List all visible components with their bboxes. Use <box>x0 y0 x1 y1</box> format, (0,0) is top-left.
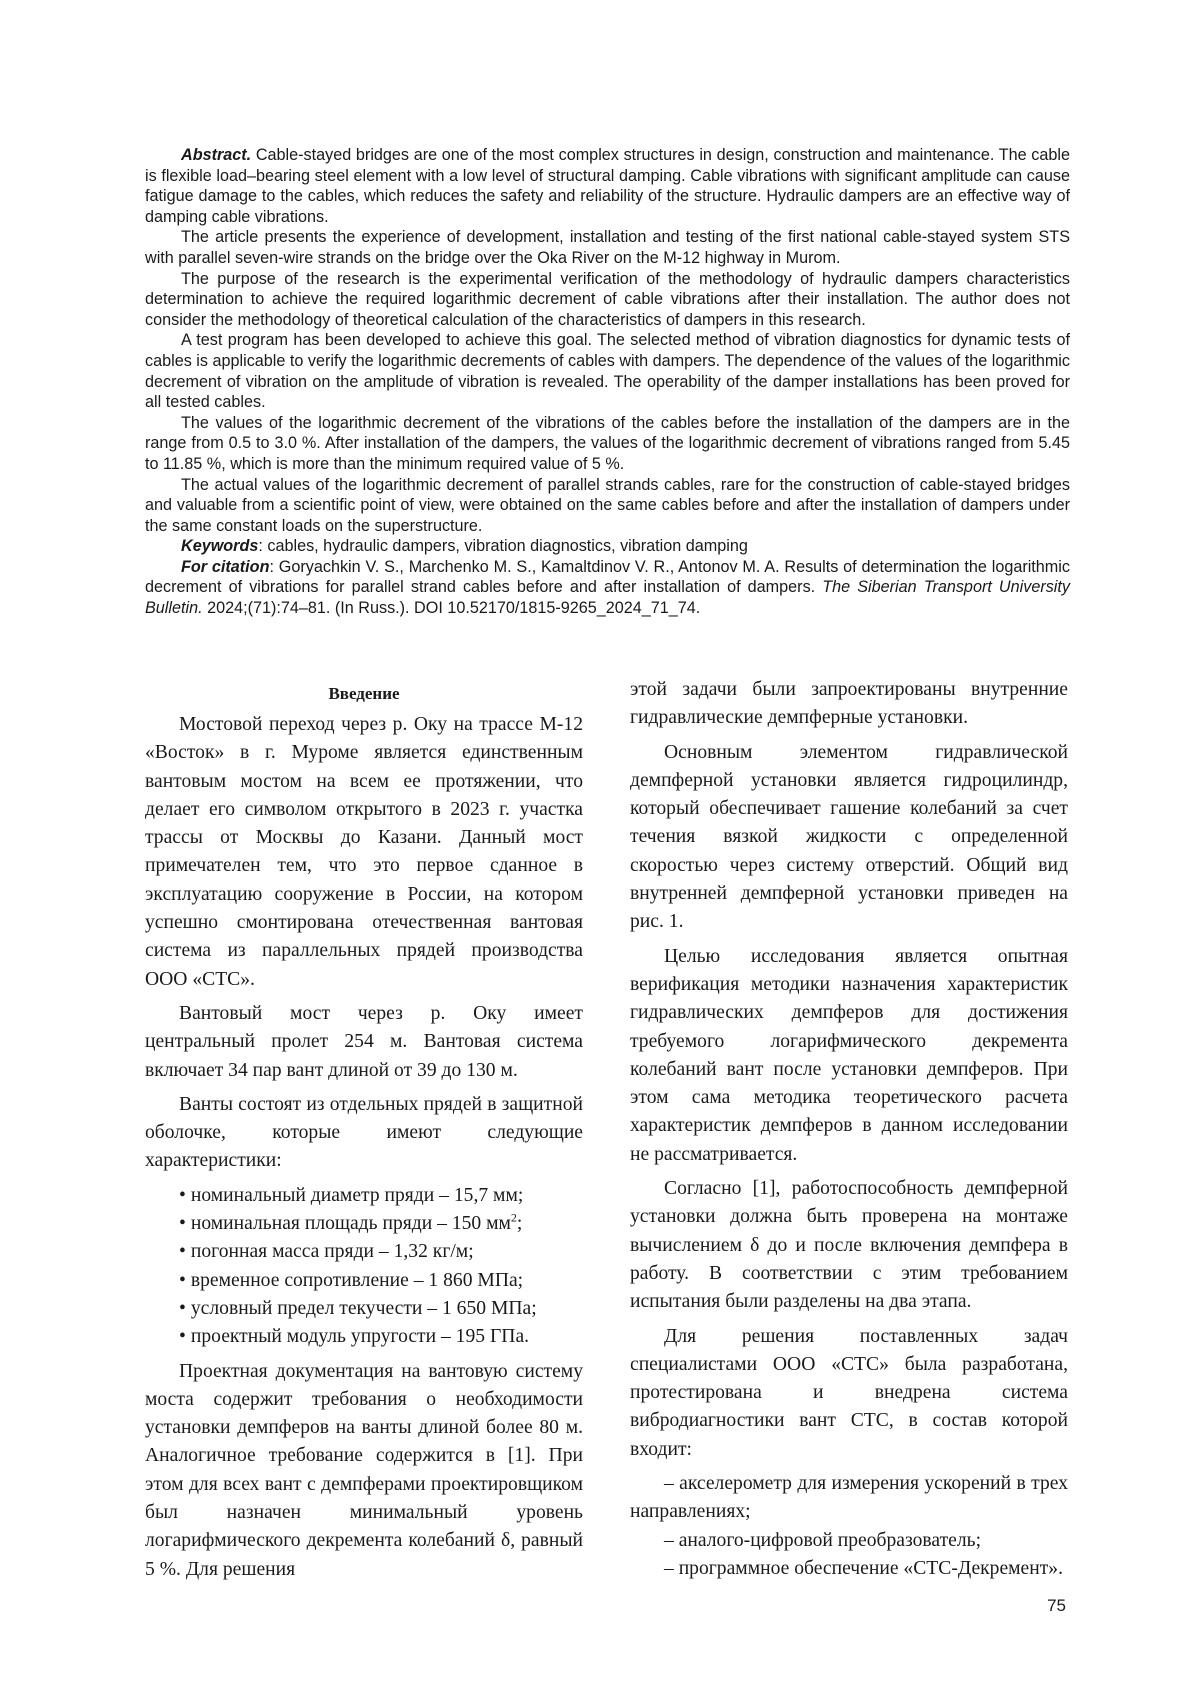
right-column <box>630 676 1068 1583</box>
list-item: – акселерометр для измерения ускорений в трех направлениях; <box>630 1473 1068 1523</box>
keywords <box>145 536 1070 557</box>
citation-text: : Goryachkin V. S., Marchenko M. S., Kamaltdinov V. R., Antonov M. A. Results of determination the logarithmic decrement of vibrations for parallel strand cables before and after installation of dampers. <box>145 557 1070 597</box>
left-column <box>145 683 583 1590</box>
abstract-label: Abstract. <box>181 146 252 164</box>
characteristics-list <box>145 1182 583 1352</box>
abstract-paragraph: The article presents the experience of development, installation and testing of the first national cable-stayed system STS with parallel seven-wire strands on the bridge over the Oka River on the M-12 highway in Murom. <box>145 228 1070 267</box>
citation-tail: 2024;(71):74–81. (In Russ.). DOI 10.52170/1815-9265_2024_71_74. <box>202 599 701 618</box>
list-item: • погонная масса пряди – 1,32 кг/м; <box>179 1241 474 1263</box>
body-paragraph: Целью исследования является опытная верификация методики назначения характеристик гидравлических демпферов для достижения требуемого логарифмического декремента колебаний вант после установки демпферов. При этом сама методика теоретического расчета характеристик демпферов в данном исследовании не рассматривается. <box>630 945 1068 1165</box>
list-item: • временное сопротивление – 1 860 МПа; <box>179 1269 524 1291</box>
citation <box>145 557 1070 619</box>
citation-label: For citation <box>181 557 270 576</box>
body-paragraph: Мостовой переход через р. Оку на трассе М-12 «Восток» в г. Муроме является единственным вантовым мостом на всем ее протяжении, что делает его символом открытого в 2023 г. участка трассы от Москвы до Казани. Данный мост примечателен тем, что это первое сданное в эксплуатацию сооружение в России, на котором успешно смонтирована отечественная вантовая система из параллельных прядей производства ООО «СТС». <box>145 714 583 990</box>
list-item: – аналого-цифровой преобразователь; <box>664 1529 982 1551</box>
body-paragraph: Ванты состоят из отдельных прядей в защитной оболочке, которые имеют следующие характеристики: <box>145 1093 583 1172</box>
abstract-paragraph: The values of the logarithmic decrement of the vibrations of the cables before the installation of the dampers are in the range from 0.5 to 3.0 %. After installation of the dampers, the values of the logarithmic decrement of vibrations ranged from 5.45 to 11.85 %, which is more than the minimum required value of 5 %. <box>145 413 1070 473</box>
page-number: 75 <box>1047 1596 1066 1615</box>
list-item: • номинальная площадь пряди – 150 $мм^2$; <box>179 1210 523 1235</box>
bullet-icon: • <box>179 1213 186 1235</box>
bullet-icon: • <box>179 1184 186 1206</box>
abstract-text: Cable-stayed bridges are one of the most complex structures in design, construction and maintenance. The cable is flexible load–bearing steel element with a low level of structural damping. Cable vibrations with significant amplitude can cause fatigue damage to the cables, which reduces the safety and reliability of the structure. Hydraulic dampers are an effective way of damping cable vibrations. <box>145 146 1070 226</box>
abstract-paragraph: The purpose of the research is the experimental verification of the methodology of hydraulic dampers characteristics determination to achieve the required logarithmic decrement of cable vibrations after their installation. The author does not consider the methodology of theoretical calculation of the characteristics of dampers in this research. <box>145 269 1070 329</box>
list-item: • условный предел текучести – 1 650 МПа; <box>179 1297 537 1319</box>
abstract-block <box>145 145 1070 619</box>
body-paragraph: Проектная документация на вантовую систему моста содержит требования о необходимости установки демпферов на ванты длиной более 80 м. Аналогичное требование содержится в [1]. При этом для всех вант с демпферами проектировщиком был назначен минимальный уровень логарифмического декремента колебаний δ, равный 5 %. Для решения <box>145 1360 583 1580</box>
body-paragraph: Для решения поставленных задач специалистами ООО «СТС» была разработана, протестирована и внедрена система вибродиагностики вант СТС, в состав которой входит: <box>630 1325 1068 1460</box>
superscript: 2 <box>510 1210 517 1225</box>
keywords-label: Keywords <box>181 537 259 556</box>
abstract-paragraph <box>145 145 1070 227</box>
equipment-list <box>630 1470 1068 1583</box>
section-heading: Введение <box>328 684 400 703</box>
list-item: – программное обеспечение «СТС-Декремент». <box>664 1557 1064 1579</box>
list-item: • проектный модуль упругости – 195 ГПа. <box>179 1326 530 1348</box>
keywords-text: : cables, hydraulic dampers, vibration diagnostics, vibration damping <box>258 537 748 556</box>
list-item: • номинальный диаметр пряди – 15,7 мм; <box>179 1184 524 1206</box>
bullet-icon: • <box>179 1241 186 1263</box>
citation-journal: The Siberian Transport University Bulletin. <box>145 578 1070 618</box>
abstract-paragraph: A test program has been developed to achieve this goal. The selected method of vibration diagnostics for dynamic tests of cables is applicable to verify the logarithmic decrements of cables with dampers. The dependence of the values of the logarithmic decrement of vibration on the amplitude of vibration is revealed. The operability of the damper installations has been proved for all tested cables. <box>145 331 1070 412</box>
body-paragraph: Основным элементом гидравлической демпферной установки является гидроцилиндр, который обеспечивает гашение колебаний за счет течения вязкой жидкости с определенной скоростью через систему отверстий. Общий вид внутренней демпферной установки приведен на рис. 1. <box>630 741 1068 933</box>
body-paragraph: этой задачи были запроектированы внутренние гидравлические демпферные установки. <box>630 679 1068 729</box>
bullet-icon: • <box>179 1269 186 1291</box>
bullet-icon: • <box>179 1326 186 1348</box>
abstract-paragraph: The actual values of the logarithmic decrement of parallel strands cables, rare for the construction of cable-stayed bridges and valuable from a scientific point of view, were obtained on the same cables before and after the installation of dampers under the same constant loads on the superstructure. <box>145 475 1070 535</box>
body-paragraph: Согласно [1], работоспособность демпферной установки должна быть проверена на монтаже вычислением δ до и после включения демпфера в работу. В соответствии с этим требованием испытания были разделены на два этапа. <box>630 1178 1068 1313</box>
bullet-icon: • <box>179 1297 186 1319</box>
body-paragraph: Вантовый мост через р. Оку имеет центральный пролет 254 м. Вантовая система включает 34 пар вант длиной от 39 до 130 м. <box>145 1002 583 1081</box>
